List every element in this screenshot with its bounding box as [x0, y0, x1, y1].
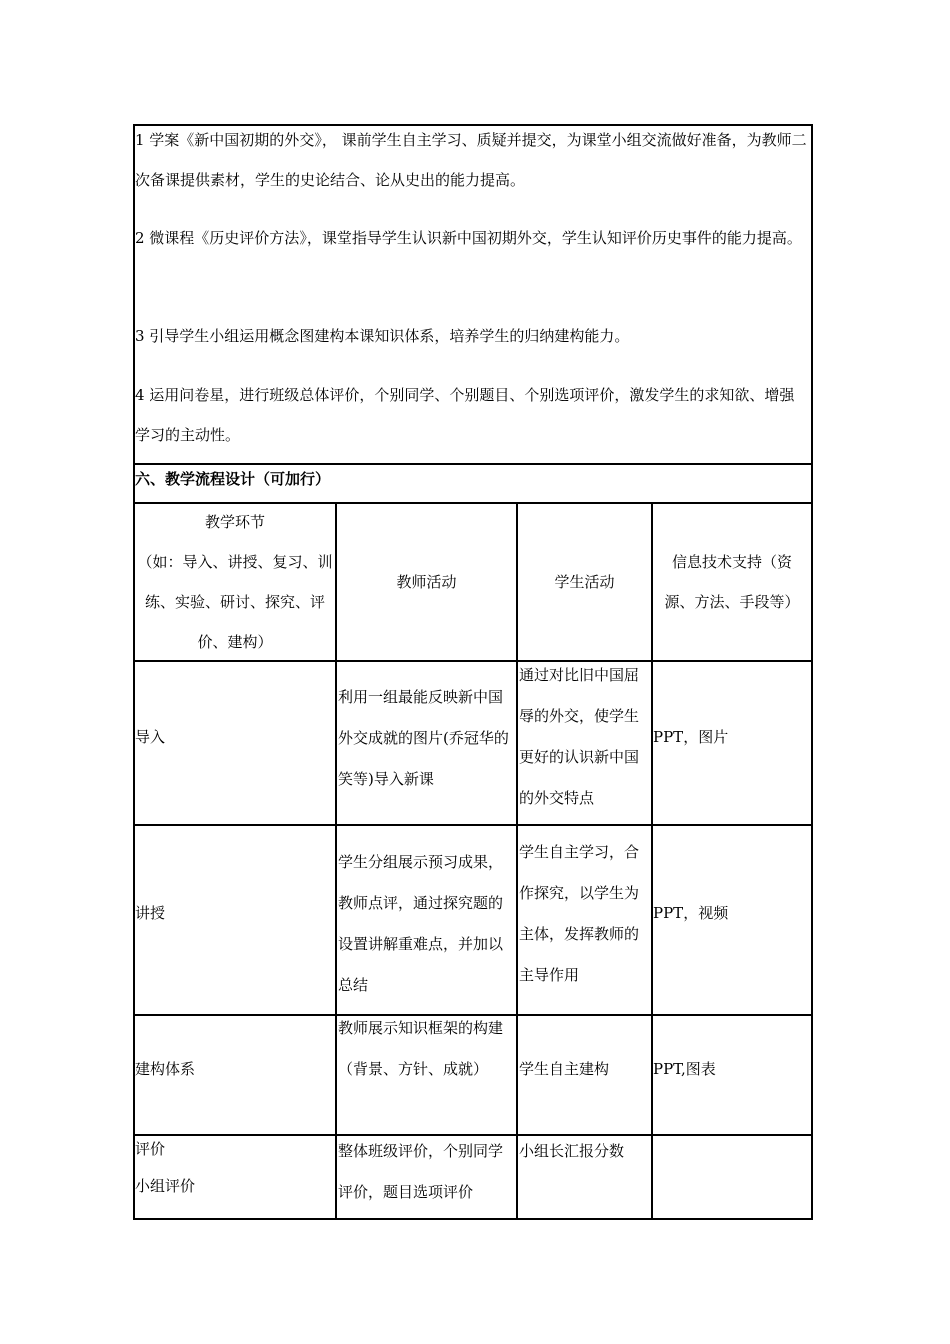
table-cell-teacher: 教师展示知识框架的构建（背景、方针、成就） — [338, 1019, 504, 1078]
table-cell-student: 学生自主建构 — [519, 1060, 610, 1078]
table-cell-teacher: 利用一组最能反映新中国外交成就的图片(乔冠华的笑等)导入新课 — [338, 688, 509, 788]
table-cell-stage: 导入 — [135, 728, 166, 746]
intro-paragraph-1: 1 学案《新中国初期的外交》， 课前学生自主学习、质疑并提交，为课堂小组交流做好准备，为教师二次备课提供素材，学生的史论结合、论从史出的能力提高。 — [135, 131, 807, 189]
header-student: 学生活动 — [554, 572, 615, 591]
table-cell-teacher: 整体班级评价，个别同学评价，题目选项评价 — [338, 1142, 504, 1201]
table-cell-stage: 建构体系 — [135, 1060, 196, 1078]
table-cell-it: PPT,图表 — [653, 1060, 716, 1078]
header-teacher: 教师活动 — [396, 572, 457, 591]
intro-paragraph-3: 3 引导学生小组运用概念图建构本课知识体系，培养学生的归纳建构能力。 — [135, 327, 630, 345]
table-cell-stage: 讲授 — [135, 904, 166, 922]
table-cell-it: PPT，图片 — [653, 728, 729, 746]
intro-paragraph-4: 4 运用问卷星，进行班级总体评价，个别同学、个别题目、个别选项评价，激发学生的求知欲、增强学习的主动性。 — [135, 386, 795, 444]
header-it-support: 信息技术支持（资源、方法、手段等） — [664, 553, 800, 611]
table-cell-student: 小组长汇报分数 — [519, 1142, 625, 1160]
table-cell-student: 通过对比旧中国屈辱的外交，使学生更好的认识新中国的外交特点 — [519, 666, 640, 807]
table-cell-stage: 评价 小组评价 — [135, 1140, 196, 1195]
table-cell-it: PPT，视频 — [653, 904, 729, 922]
table-cell-student: 学生自主学习，合作探究，以学生为主体，发挥教师的主导作用 — [519, 843, 640, 984]
section-title: 六、教学流程设计（可加行） — [135, 470, 331, 488]
table-cell-teacher: 学生分组展示预习成果，教师点评，通过探究题的设置讲解重难点，并加以总结 — [338, 853, 504, 994]
row-divider — [133, 824, 813, 826]
header-stage: 教学环节 （如：导入、讲授、复习、训练、实验、研讨、探究、评价、建构） — [137, 513, 333, 651]
intro-paragraph-2: 2 微课程《历史评价方法》，课堂指导学生认识新中国初期外交，学生认知评价历史事件的能力提高。 — [135, 229, 802, 247]
